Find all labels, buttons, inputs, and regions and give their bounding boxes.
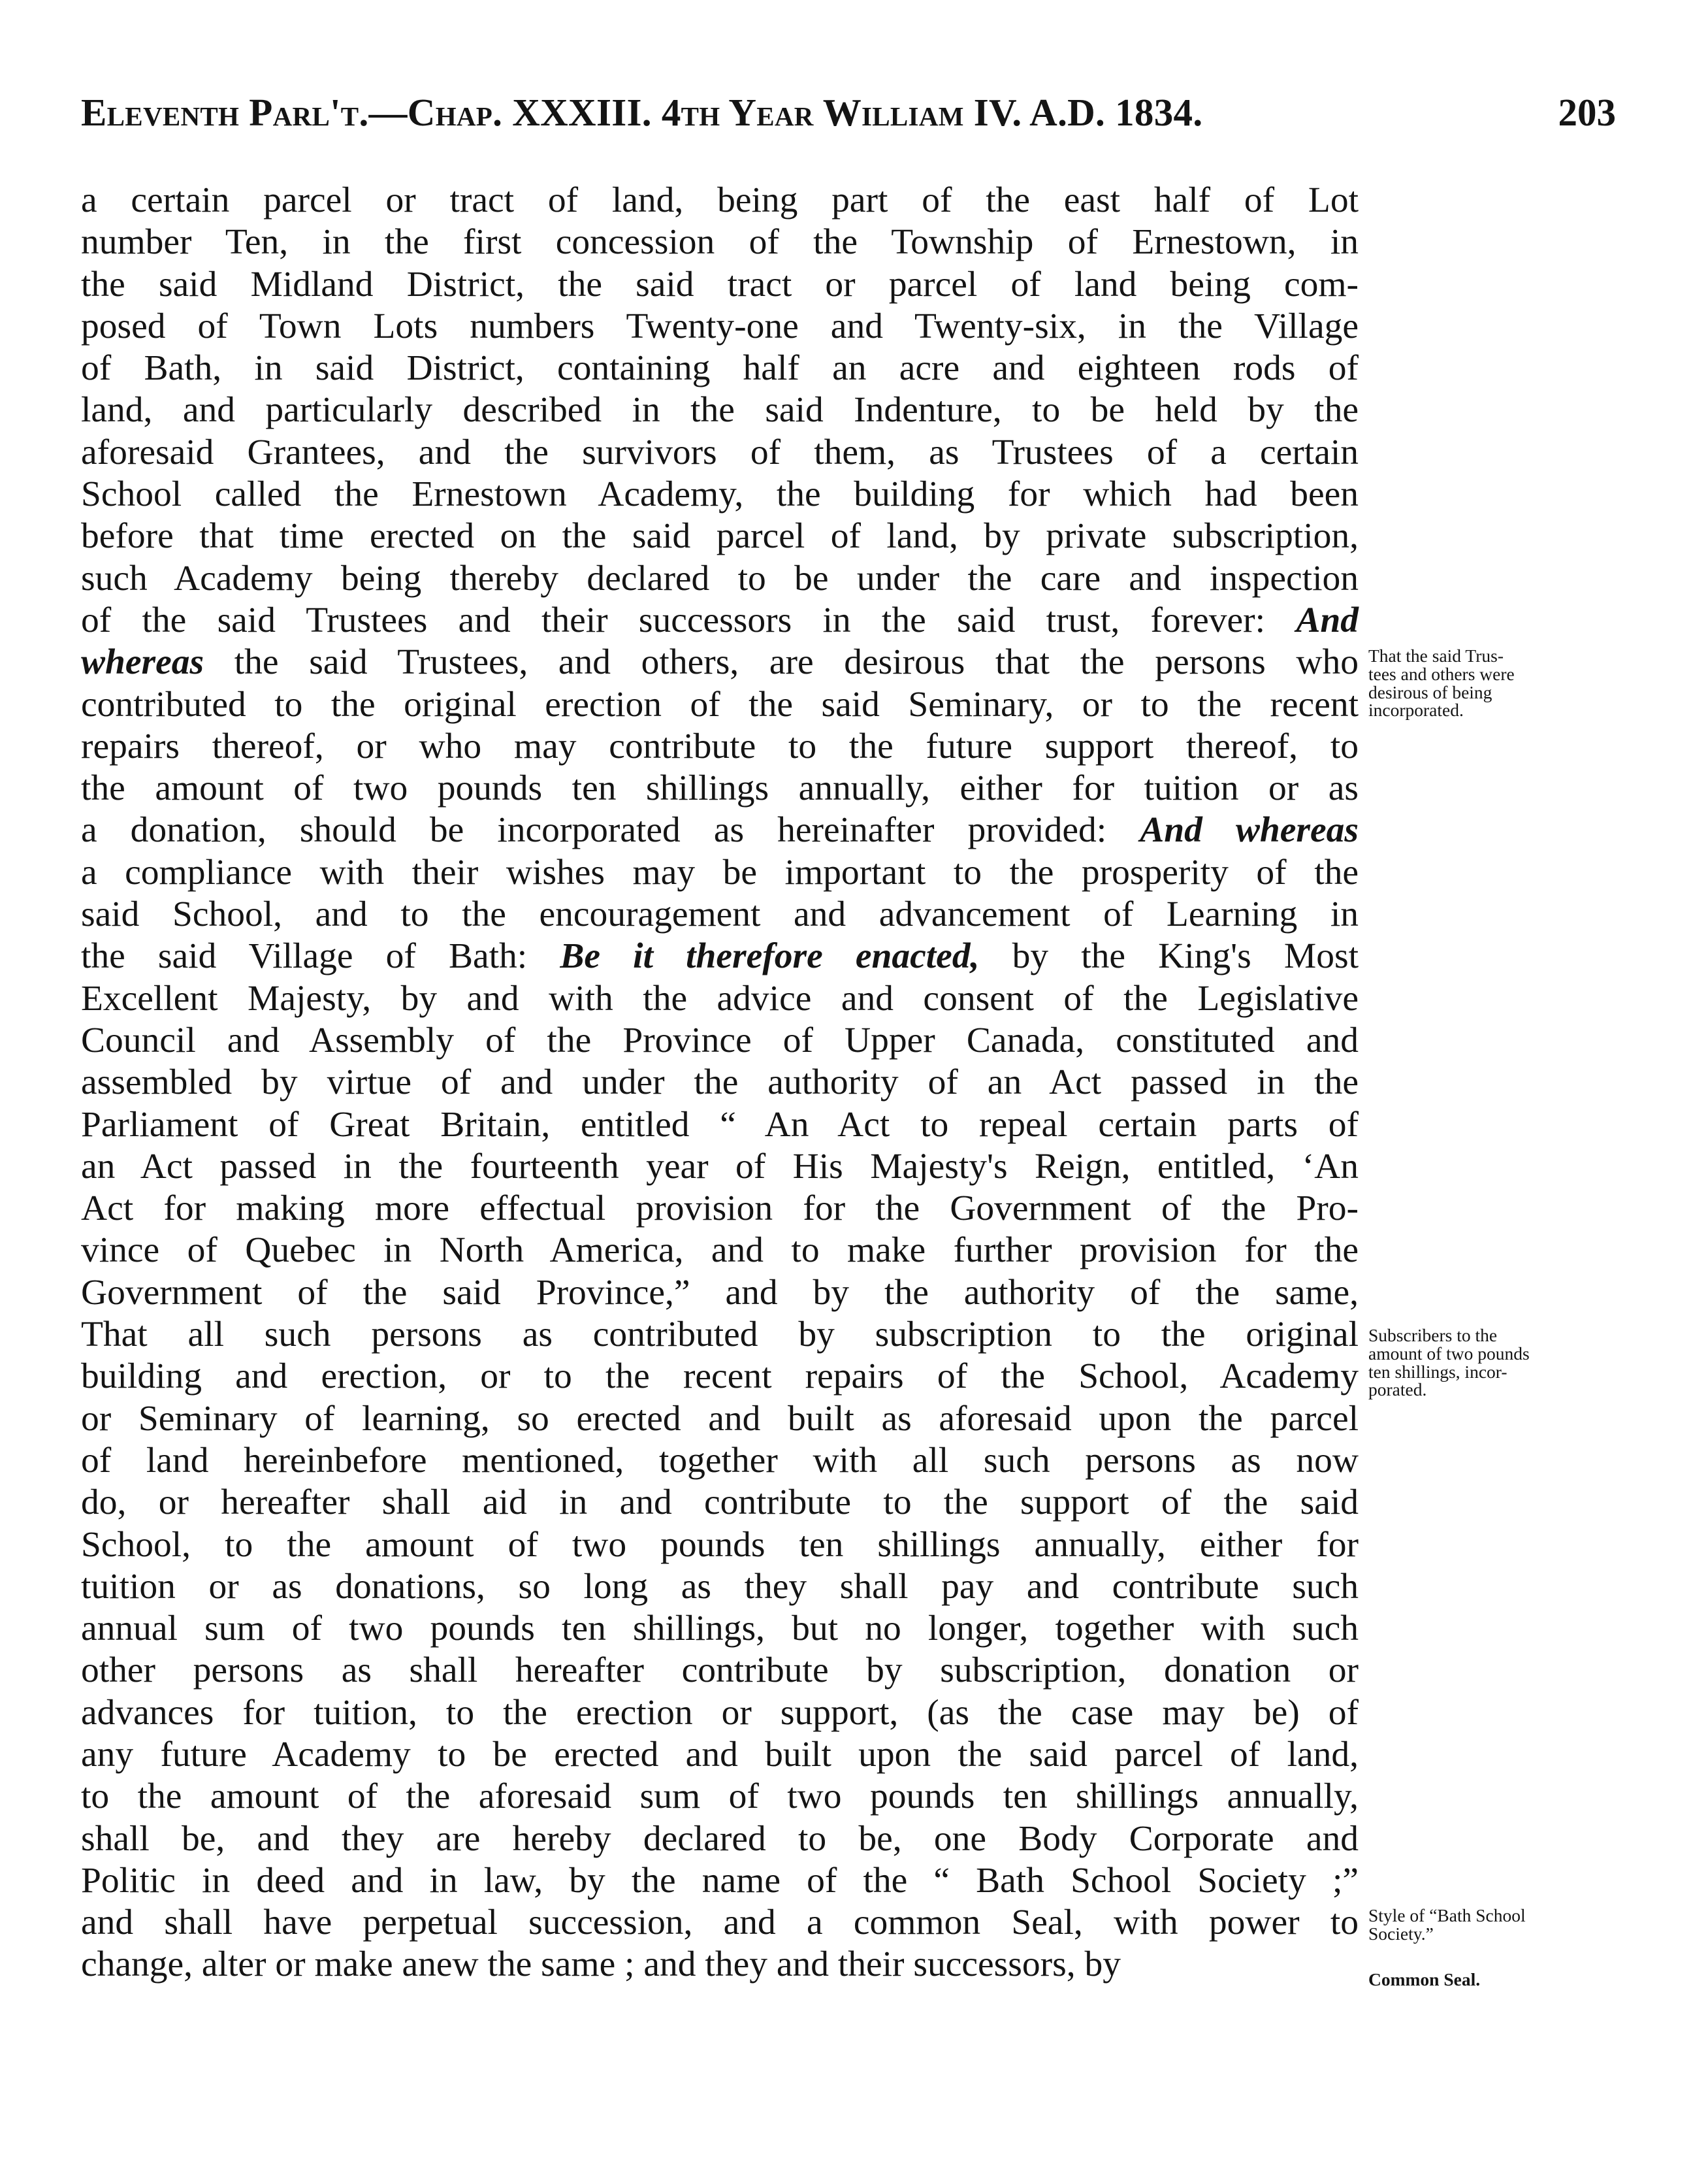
- margin-note-line: tees and others were: [1368, 663, 1515, 684]
- text-segment: a donation, should be incorporated as hereinafter provided:: [81, 810, 1107, 851]
- text-line: number Ten, in the first concession of the Township of Ernestown, in: [81, 222, 1359, 263]
- margin-note-subscribers: [1368, 1326, 1636, 1399]
- text-line: repairs thereof, or who may contribute to the future support thereof, to: [81, 726, 1359, 766]
- text-line: the said Midland District, the said tract or parcel of land being com-: [81, 264, 1359, 304]
- text-line: Excellent Majesty, by and with the advice and consent of the Legislative: [81, 978, 1359, 1019]
- text-line: change, alter or make anew the same ; and they and their successors, by: [81, 1944, 1121, 1985]
- italic-enacting-clause: Be it therefore enacted,: [560, 936, 980, 977]
- italic-and: And: [1296, 600, 1359, 640]
- margin-note-line: desirous of being: [1368, 681, 1492, 702]
- text-line: any future Academy to be erected and built upon the said parcel of land,: [81, 1734, 1359, 1774]
- text-line: such Academy being thereby declared to be under the care and inspection: [81, 558, 1359, 598]
- text-line: and shall have perpetual succession, and a common Seal, with power to: [81, 1903, 1359, 1943]
- margin-note-line: Society.”: [1368, 1923, 1434, 1944]
- text-line: building and erection, or to the recent repairs of the School, Academy: [81, 1356, 1359, 1397]
- text-line: said School, and to the encouragement and advancement of Learning in: [81, 894, 1359, 935]
- text-line: [81, 809, 1359, 851]
- margin-note-line: incorporated.: [1368, 700, 1464, 721]
- text-line: before that time erected on the said parcel of land, by private subscription,: [81, 516, 1359, 557]
- text-line: [81, 600, 1359, 642]
- text-line: assembled by virtue of and under the authority of an Act passed in the: [81, 1062, 1359, 1103]
- text-line: [81, 642, 1359, 683]
- running-head: Eleventh Parl't.—Chap. XXXIII. 4th Year William IV. A.D. 1834.: [81, 91, 1203, 134]
- page-number: 203: [1558, 91, 1616, 134]
- text-line: School called the Ernestown Academy, the building for which had been: [81, 474, 1359, 515]
- text-line: [81, 936, 1359, 977]
- text-line: vince of Quebec in North America, and to make further provision for the: [81, 1230, 1359, 1271]
- text-line: tuition or as donations, so long as they shall pay and contribute such: [81, 1566, 1359, 1607]
- text-line: other persons as shall hereafter contribute by subscription, donation or: [81, 1650, 1359, 1691]
- text-line: or Seminary of learning, so erected and built as aforesaid upon the parcel: [81, 1398, 1359, 1439]
- text-segment: the said Trustees, and others, are desirous that the persons who: [234, 642, 1359, 683]
- text-line: Politic in deed and in law, by the name of the “ Bath School Society ;”: [81, 1860, 1359, 1901]
- text-line: do, or hereafter shall aid in and contribute to the support of the said: [81, 1482, 1359, 1523]
- italic-and-whereas: And whereas: [1140, 810, 1359, 851]
- text-line: shall be, and they are hereby declared to be, one Body Corporate and: [81, 1818, 1359, 1859]
- text-line: advances for tuition, to the erection or support, (as the case may be) of: [81, 1692, 1359, 1733]
- margin-note-line: Common Seal.: [1368, 1969, 1481, 1989]
- margin-note-style: [1368, 1906, 1636, 1943]
- text-line: Act for making more effectual provision for the Government of the Pro-: [81, 1188, 1359, 1229]
- margin-note-line: porated.: [1368, 1379, 1427, 1400]
- text-line: annual sum of two pounds ten shillings, but no longer, together with such: [81, 1609, 1359, 1649]
- text-line: Government of the said Province,” and by the authority of the same,: [81, 1272, 1359, 1313]
- text-line: of land hereinbefore mentioned, together with all such persons as now: [81, 1440, 1359, 1480]
- text-line: to the amount of the aforesaid sum of two pounds ten shillings annually,: [81, 1776, 1359, 1817]
- text-segment: the said Village of Bath:: [81, 936, 528, 977]
- text-line: an Act passed in the fourteenth year of His Majesty's Reign, entitled, ‘An: [81, 1146, 1359, 1186]
- margin-note-line: That the said Trus-: [1368, 646, 1504, 666]
- margin-note-desirous: [1368, 647, 1636, 719]
- text-line: posed of Town Lots numbers Twenty-one and Twenty-six, in the Village: [81, 306, 1359, 346]
- italic-whereas: whereas: [81, 642, 204, 683]
- margin-note-line: Style of “Bath School: [1368, 1905, 1526, 1925]
- statute-body-text: [81, 180, 1359, 1986]
- page-header: [81, 90, 1616, 142]
- text-line: land, and particularly described in the said Indenture, to be held by the: [81, 390, 1359, 431]
- margin-note-line: Subscribers to the: [1368, 1325, 1498, 1345]
- text-line: Parliament of Great Britain, entitled “ An Act to repeal certain parts of: [81, 1104, 1359, 1145]
- margin-note-line: amount of two pounds: [1368, 1343, 1530, 1364]
- text-segment: of the said Trustees and their successors in the said trust, forever:: [81, 600, 1266, 640]
- margin-note-line: ten shillings, incor-: [1368, 1361, 1507, 1382]
- text-line: of Bath, in said District, containing half an acre and eighteen rods of: [81, 348, 1359, 389]
- text-line: a compliance with their wishes may be important to the prosperity of the: [81, 852, 1359, 892]
- text-line: the amount of two pounds ten shillings annually, either for tuition or as: [81, 768, 1359, 809]
- text-line: School, to the amount of two pounds ten shillings annually, either for: [81, 1524, 1359, 1565]
- text-line: aforesaid Grantees, and the survivors of them, as Trustees of a certain: [81, 432, 1359, 472]
- text-line: Council and Assembly of the Province of Upper Canada, constituted and: [81, 1020, 1359, 1060]
- text-line: contributed to the original erection of the said Seminary, or to the recent: [81, 684, 1359, 725]
- text-segment: by the King's Most: [1012, 936, 1359, 977]
- text-line: a certain parcel or tract of land, being part of the east half of Lot: [81, 180, 1359, 220]
- text-line: That all such persons as contributed by subscription to the original: [81, 1315, 1359, 1355]
- margin-note-seal: [1368, 1970, 1636, 1989]
